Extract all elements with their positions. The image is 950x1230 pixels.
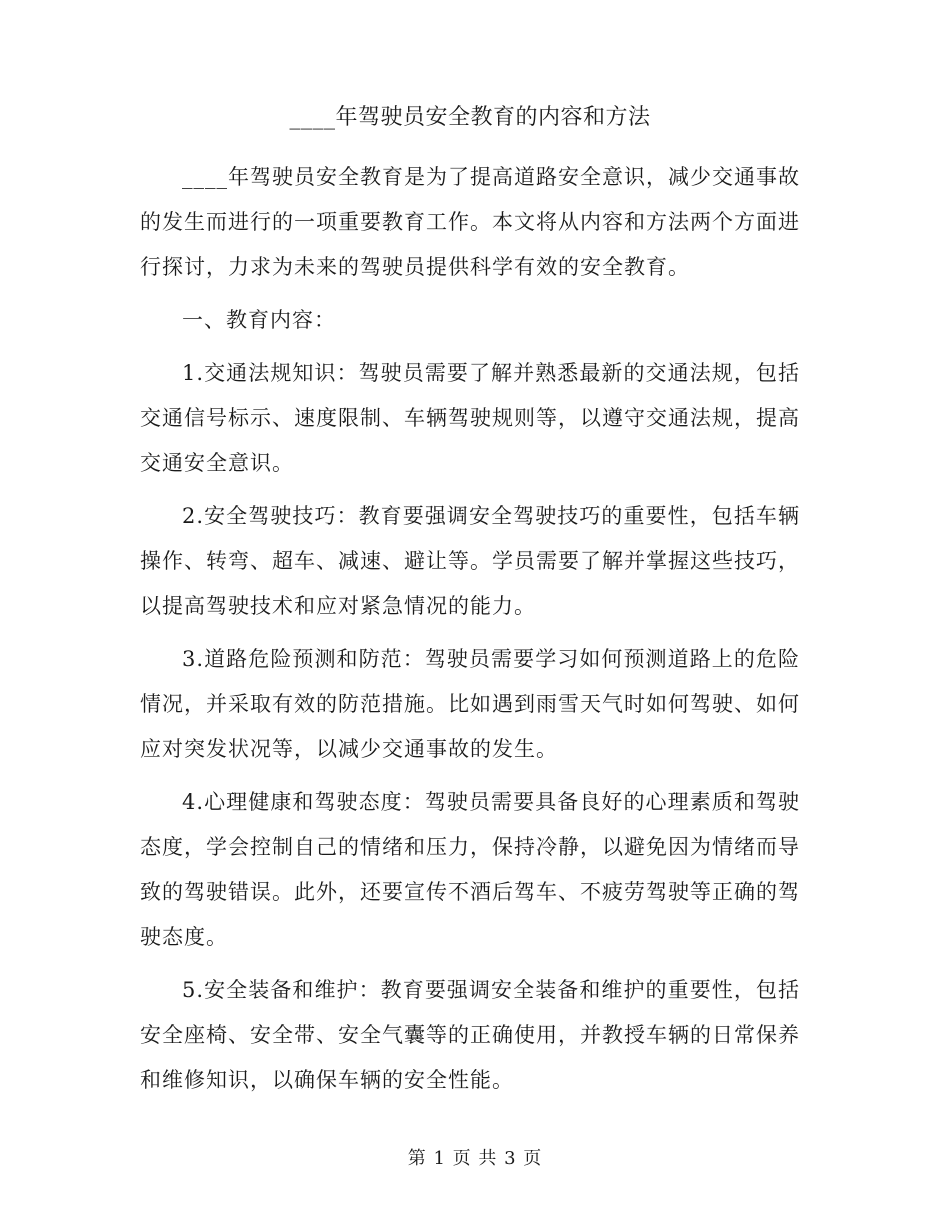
section-heading: 一、教育内容：	[182, 308, 336, 332]
item-paragraph-1: 1.交通法规知识：驾驶员需要了解并熟悉最新的交通法规，包括交通信号标示、速度限制、车辆驾驶规则等，以遵守交通法规，提高交通安全意识。	[140, 361, 800, 475]
item-paragraph-2: 2.安全驾驶技巧：教育要强调安全驾驶技巧的重要性，包括车辆操作、转弯、超车、减速、避让等。学员需要了解并掌握这些技巧，以提高驾驶技术和应对紧急情况的能力。	[140, 504, 800, 618]
item-paragraph-3: 3.道路危险预测和防范：驾驶员需要学习如何预测道路上的危险情况，并采取有效的防范措施。比如遇到雨雪天气时如何驾驶、如何应对突发状况等，以减少交通事故的发生。	[140, 647, 800, 761]
document-title: ____年驾驶员安全教育的内容和方法	[289, 105, 651, 130]
document-body	[140, 155, 800, 1111]
item-paragraph-4: 4.心理健康和驾驶态度：驾驶员需要具备良好的心理素质和驾驶态度，学会控制自己的情绪和压力，保持冷静，以避免因为情绪而导致的驾驶错误。此外，还要宣传不酒后驾车、不疲劳驾驶等正确的驾驶态度。	[140, 790, 800, 949]
page-number-footer: 第 1 页 共 3 页	[407, 1148, 543, 1169]
intro-paragraph: ____年驾驶员安全教育是为了提高道路安全意识，减少交通事故的发生而进行的一项重要教育工作。本文将从内容和方法两个方面进行探讨，力求为未来的驾驶员提供科学有效的安全教育。	[140, 165, 800, 279]
item-paragraph-5: 5.安全装备和维护：教育要强调安全装备和维护的重要性，包括安全座椅、安全带、安全气囊等的正确使用，并教授车辆的日常保养和维修知识，以确保车辆的安全性能。	[140, 978, 800, 1092]
